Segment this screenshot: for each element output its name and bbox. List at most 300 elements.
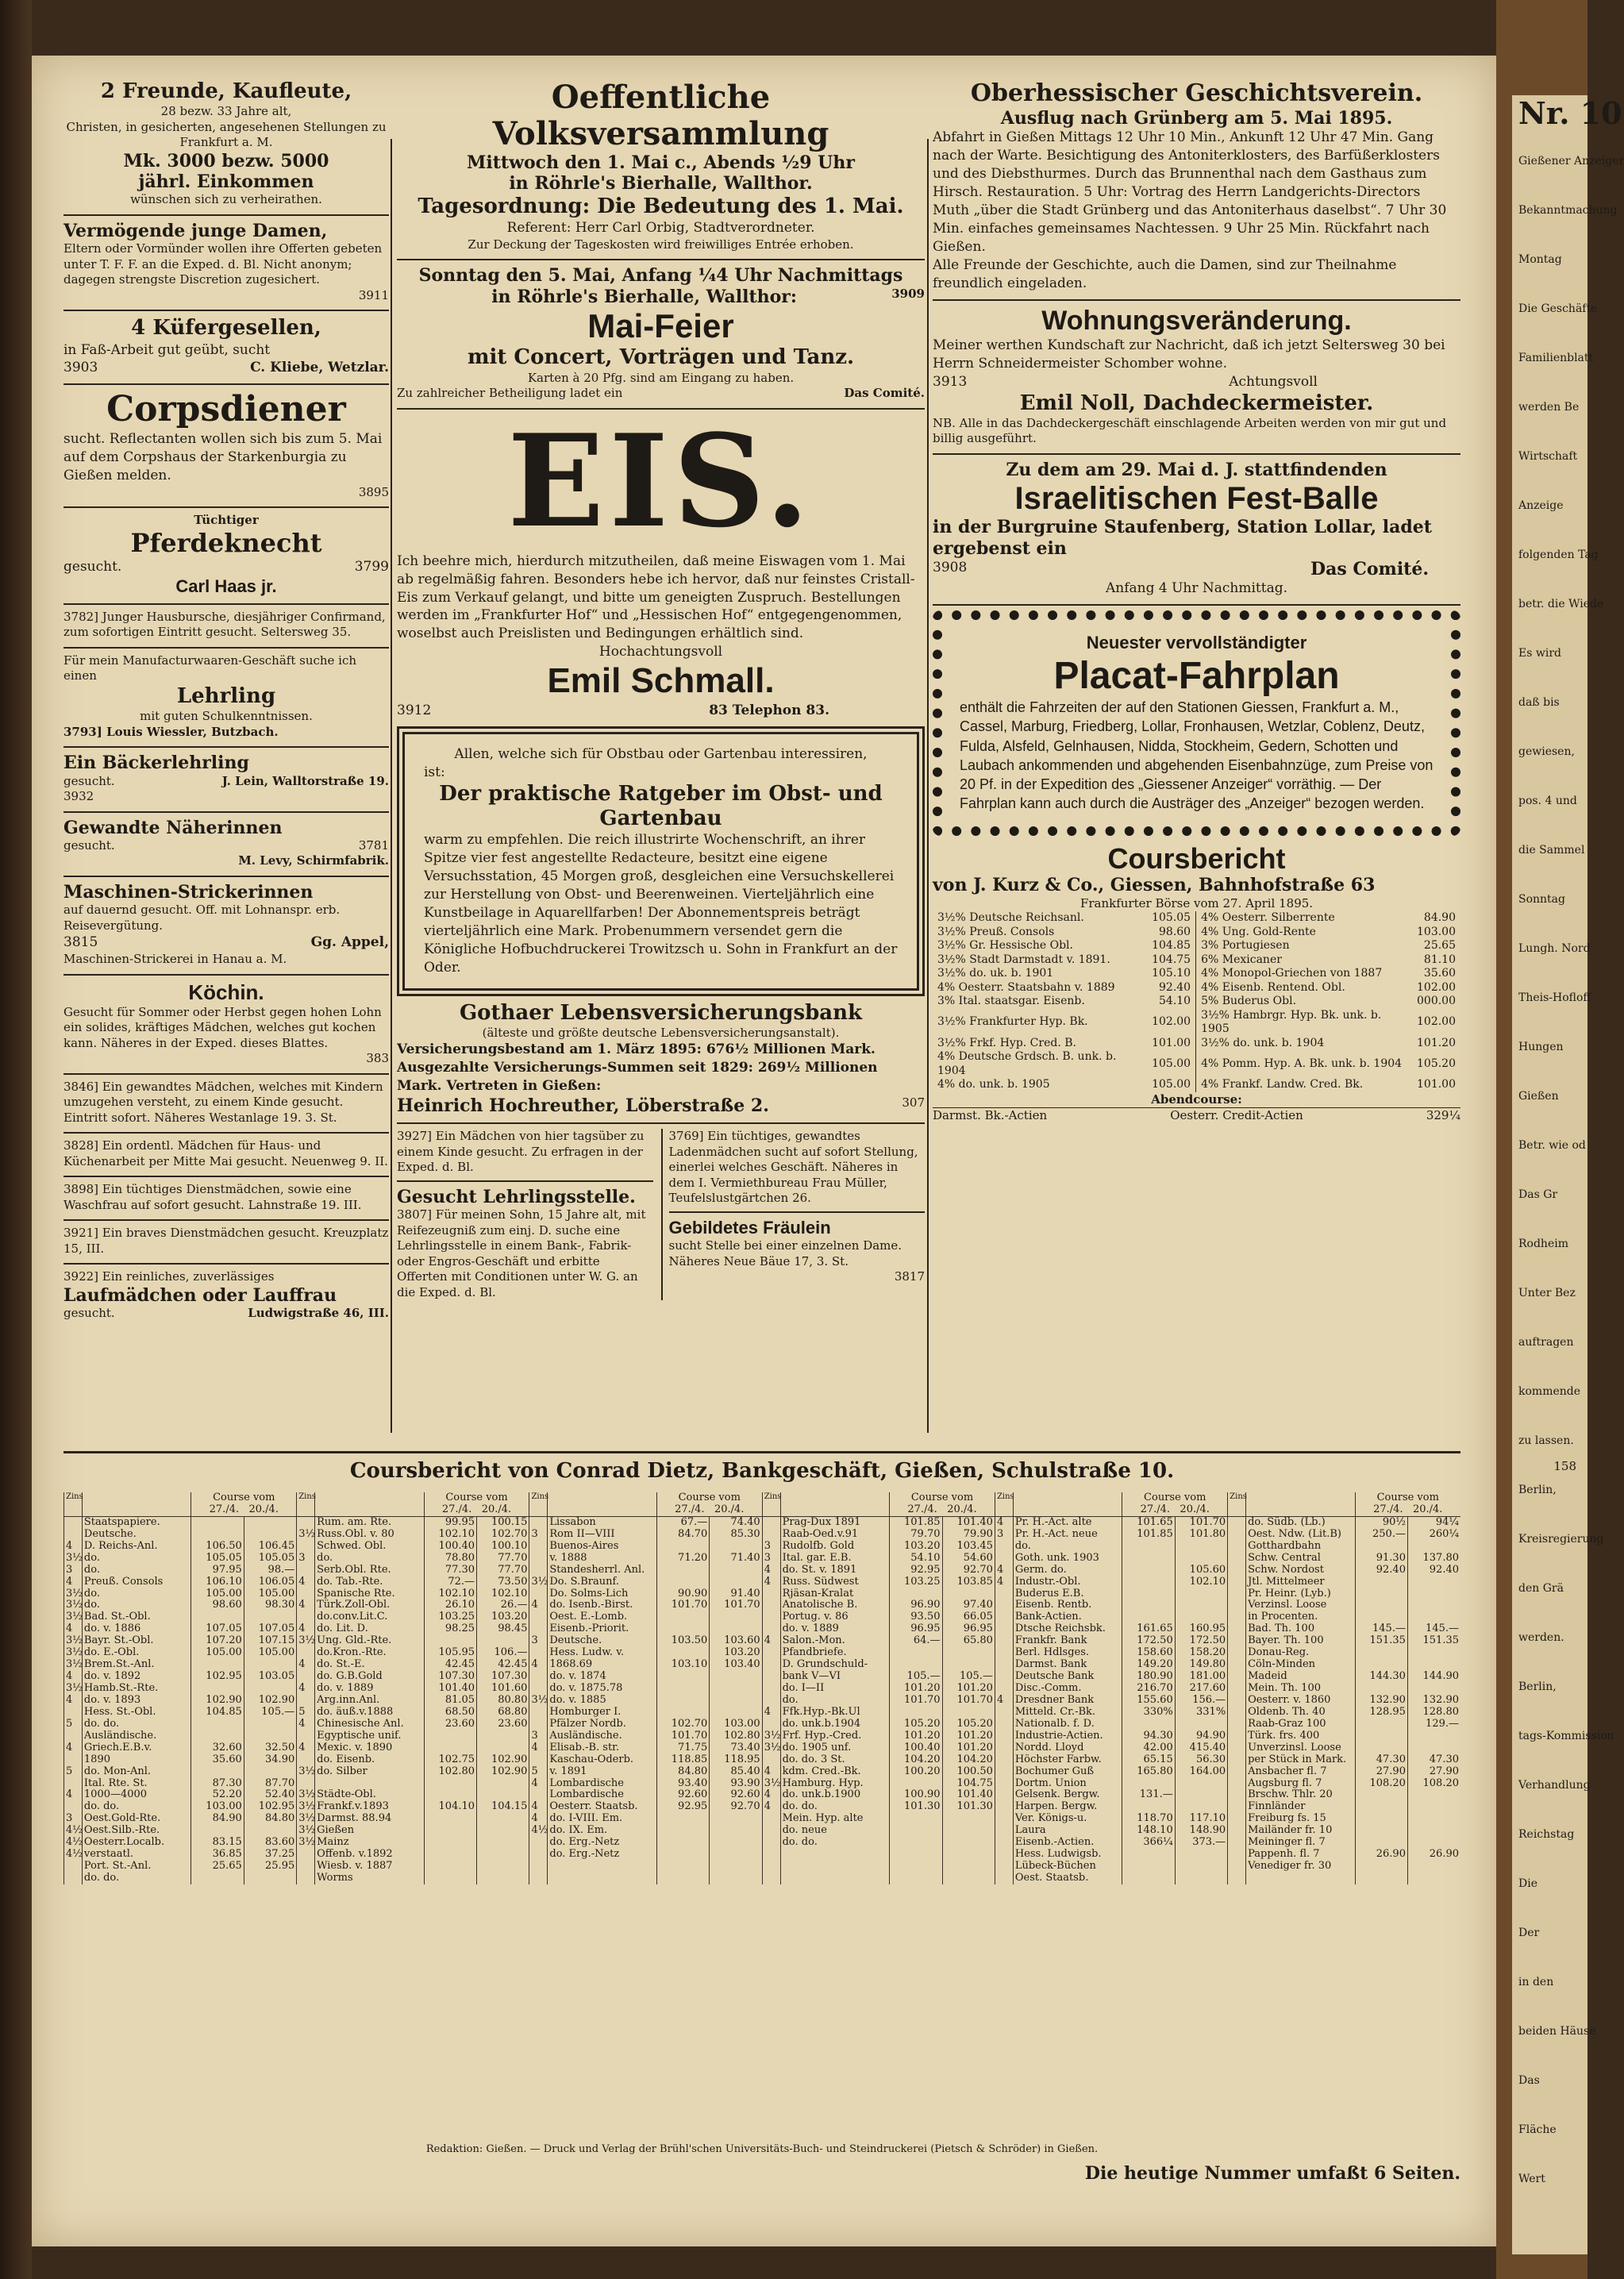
- adjacent-page-line: daß bis: [1518, 696, 1560, 709]
- adjacent-page-line: Anzeige: [1518, 499, 1564, 512]
- ad-number: 3799: [354, 558, 389, 575]
- divider: [63, 383, 389, 385]
- divider: [63, 647, 389, 649]
- table-header-course: Course vom 27./4. 20./4.: [1355, 1492, 1460, 1516]
- adjacent-page-line: Es wird: [1518, 647, 1561, 660]
- ad-text: Zur Deckung der Tageskosten wird freiwilliges Entrée erhoben.: [468, 237, 854, 252]
- divider: [397, 1180, 653, 1182]
- dietz-table-wrap: [63, 1492, 1460, 1884]
- ad-text: von J. Kurz & Co., Giessen, Bahnhofstraße 63: [933, 875, 1376, 896]
- ad-small: 3828] Ein ordentl. Mädchen für Haus- und Küchenarbeit per Mitte Mai gesucht. Neuenweg 9. II.: [63, 1138, 388, 1168]
- ad-number: 3913: [933, 373, 968, 390]
- table-cell-name: 4% Pomm. Hyp. A. Bk. unk. b. 1904: [1196, 1050, 1412, 1078]
- table-cell-name: Lissabon Rom II—VIII Buenos-Aires v. 1888 Standesherrl. Anl. Do. S.Braunf. Do. Solms-Lich do. Isenb.-Birst. Oest. E.-Lomb. Eisenb.-Priorit. Deutsche. Hess. Ludw. v. 1868.69 do. v. 1874 do. v. 1875.78 do. v. 1885 Homburger I. Pfälzer Nordb. Ausländische. Elisab.-B. str. Kaschau-Oderb. v. 1891 Lombardische Lombardische Oesterr. Staatsb. do. I-VIII. Em. do. IX. Em. do. Erg.-Netz do. Erg.-Netz: [548, 1516, 656, 1884]
- ad-text: warm zu empfehlen. Die reich illustrirte Wochenschrift, an ihrer Spitze vier fest angestellte Redacteure, besitzt eine eigene Versuchsstation, 45 Morgen groß, desgleichen eine Versuchskellerei zur Herstellung von Obst- und Beerenweinen. Vierteljährlich eine Kunstbeilage in Aquarellfarben! Der Abonnementspreis beträgt vierteljährlich eine Mark. Probenummern versendet gern die Königliche Hofbuchdruckerei Trowitzsch u. Sohn in Frankfurt an der Oder.: [424, 832, 898, 976]
- table-cell-zins: 4 3 4 4 4: [995, 1516, 1013, 1884]
- ad-text: Gesucht für Sommer oder Herbst gegen hohen Lohn ein solides, kräftiges Mädchen, welches gut kochen kann. Näheres in der Exped. dieses Blattes.: [63, 1004, 382, 1050]
- table-row: [933, 1037, 1460, 1051]
- ad-number: 3909: [891, 286, 925, 301]
- ad-number: 307: [902, 1095, 925, 1111]
- ad-text: Meiner werthen Kundschaft zur Nachricht, daß ich jetzt Seltersweg 30 bei Herrn Schneidermeister Schomber wohne.: [933, 337, 1445, 371]
- table-header-zins: Zins: [995, 1492, 1013, 1516]
- ad-text: Ich beehre mich, hierdurch mitzutheilen, daß meine Eiswagen vom 1. Mai ab regelmäßig fahren. Besonders hebe ich hervor, daß nur feinstes Cristall-Eis zum Verkauf gelangt, und bitte um geneigten Zuspruch. Bestellungen werden im „Frankfurter Hof“ und „Hessischen Hof“ entgegengenommen, woselbst auch Preislisten und Bedingungen erhältlich sind.: [397, 552, 915, 642]
- ad-heading: Gesucht Lehrlingsstelle.: [397, 1186, 636, 1207]
- divider: [669, 1211, 926, 1213]
- ad-number: 3932: [63, 789, 94, 804]
- ad-number: 3817: [894, 1269, 925, 1284]
- adjacent-page-line: Montag: [1518, 253, 1562, 266]
- ad-text: Abendcourse:: [1151, 1091, 1242, 1107]
- adjacent-page-line: Hungen: [1518, 1041, 1564, 1053]
- table-row: [933, 1078, 1460, 1092]
- table-header-course: Course vom 27./4. 20./4.: [656, 1492, 762, 1516]
- adjacent-page-line: Gießener Anzeiger: [1518, 155, 1624, 167]
- table-cell-name: 3½% Frkf. Hyp. Cred. B.: [937, 1036, 1076, 1049]
- table-row: [933, 911, 1460, 926]
- table-cell-value: 98.60: [1159, 925, 1191, 938]
- divider: [63, 1132, 389, 1134]
- ad-text: Anfang 4 Uhr Nachmittag.: [1105, 580, 1288, 597]
- ad-number: 3895: [358, 484, 389, 499]
- ad-signature: Carl Haas jr.: [175, 576, 277, 596]
- ad-text: Abfahrt in Gießen Mittags 12 Uhr 10 Min., Ankunft 12 Uhr 47 Min. Gang nach der Warte. Besichtigung des Antoniterklosters, des Barfüßerklosters und des Diebsthurmes. Durch das Brunnenthal nach dem Gasthaus zum Hirsch. Restauration. 5 Uhr: Vortrag des Herrn Landgerichts-Directors Muth „über die Stadt Grünberg und das Antoniterhaus daselbst“. 7 Uhr 30 Min. einfaches gemeinsames Nachtessen. 9 Uhr 25 Min. Rückfahrt nach Gießen.: [933, 129, 1447, 256]
- column-divider: [927, 139, 929, 1433]
- ad-heading: Oberhessischer Geschichtsverein.: [970, 79, 1423, 107]
- table-cell-b: 100.15 102.70 100.10 77.70 77.70 73.50 102.10 26.— 103.20 98.45 106.— 42.45 107.30 101.60 80.80 68.80 23.60 102.90 102.90 104.15: [477, 1516, 529, 1884]
- adjacent-page-line: Die Geschäfte: [1518, 302, 1598, 315]
- table-cell-name: Staatspapiere. Deutsche. D. Reichs-Anl. do. do. Preuß. Consols do. do. Bad. St.-Obl. do. v. 1886 Bayr. St.-Obl. do. E.-Obl. Brem.St.-Anl. do. v. 1892 Hamb.St.-Rte. do. v. 1893 Hess. St.-Obl. do. do. Ausländische. Griech.E.B.v. 1890 do. Mon-Anl. Ital. Rte. St. 1000—4000 do. do. Oest.Gold-Rte. Oest.Silb.-Rte. Oesterr.Localb. verstaatl. Port. St.-Anl. do. do.: [82, 1516, 190, 1884]
- ad-heading: 2 Freunde, Kaufleute,: [100, 79, 352, 103]
- kurz-table: [933, 911, 1460, 1092]
- ad-small: 3769] Ein tüchtiges, gewandtes Ladenmädchen sucht auf sofort Stellung, einerlei welches Geschäft. Näheres in dem I. Vermiethbureau Frau Müller, Teufelslustgärtchen 26.: [668, 1129, 918, 1206]
- ad-text: gesucht.: [63, 773, 115, 788]
- ad-heading: 4 Küfergesellen,: [131, 316, 321, 341]
- ad-small: 3927] Ein Mädchen von hier tagsüber zu einem Kinde gesucht. Zu erfragen in der Exped. d. Bl.: [397, 1129, 645, 1175]
- ad-text: in Röhrle's Bierhalle, Wallthor.: [509, 173, 813, 194]
- ad-heading: Der praktische Ratgeber im Obst- und Gartenbau: [439, 781, 883, 830]
- ad-signature: 3793] Louis Wiessler, Butzbach.: [63, 724, 279, 739]
- table-header-name: [1013, 1492, 1122, 1516]
- table-cell-zins: 4 3½ 3 4 3½ 3½ 3½ 4 3½ 3½ 3½ 4 3½ 4 5 4 5 4 3 4½ 4½ 4½: [64, 1516, 83, 1884]
- table-cell-b: 74.40 85.30 71.40 91.40 101.70 103.60 103.20 103.40 103.00 102.80 73.40 118.95 85.40 93.90 92.60 92.70: [710, 1516, 762, 1884]
- table-cell-name: 4% Oesterr. Staatsbahn v. 1889: [937, 980, 1115, 994]
- table-header-zins: Zins: [529, 1492, 548, 1516]
- table-row: [933, 981, 1460, 995]
- ad-hausbursche: 3782] Junger Hausbursche, diesjähriger Confirmand, zum sofortigen Eintritt gesucht. Seltersweg 35.: [63, 609, 386, 640]
- ad-heading: Gewandte Näherinnen: [63, 817, 283, 838]
- ad-heading: Ein Bäckerlehrling: [63, 753, 249, 774]
- table-row: [64, 1516, 1461, 1884]
- adjacent-page-line: Berlin,: [1518, 1484, 1557, 1496]
- small-ads-row: [397, 1129, 925, 1300]
- ad-text: Neuester vervollständigter: [1086, 633, 1307, 653]
- table-cell-value: 101.20: [1417, 1036, 1456, 1049]
- ad-heading: Pferdeknecht: [130, 527, 322, 558]
- column-middle: [397, 79, 925, 1300]
- table-cell-value: 25.65: [1423, 939, 1456, 953]
- table-row: [933, 926, 1460, 940]
- table-cell-name: Pr. H.-Act. alte Pr. H.-Act. neue do. Goth. unk. 1903 Germ. do. Industr.-Obl. Buderus E.B. Eisenb. Rentb. Bank-Actien. Dtsche Reichsbk. Frankfr. Bank Berl. Hdlsges. Darmst. Bank Deutsche Bank Disc.-Comm. Dresdner Bank Mitteld. Cr.-Bk. Nationalb. f. D. Industrie-Actien. Nordd. Lloyd Höchster Farbw. Bochumer Guß Dortm. Union Gelsenk. Bergw. Harpen. Bergw. Ver. Königs-u. Laura Eisenb.-Actien. Hess. Ludwigsb. Lübeck-Büchen Oest. Staatsb.: [1013, 1516, 1122, 1884]
- table-cell-value: 92.40: [1159, 980, 1191, 994]
- table-header-course: Course vom 27./4. 20./4.: [424, 1492, 529, 1516]
- adjacent-page-line: Lungh. Nord: [1518, 942, 1591, 955]
- table-cell-name: do. Südb. (Lb.) Oest. Ndw. (Lit.B) Gotthardbahn Schw. Central Schw. Nordost Jtl. Mittelmeer Pr. Heinr. (Lyb.) Verzinsl. Loose in Procenten. Bad. Th. 100 Bayer. Th. 100 Donau-Reg. Cöln-Minden Madeid Mein. Th. 100 Oesterr. v. 1860 Oldenb. Th. 40 Raab-Graz 100 Türk. frs. 400 Unverzinsl. Loose per Stück in Mark. Ansbacher fl. 7 Augsburg fl. 7 Brschw. Thlr. 20 Finnländer Freiburg fs. 15 Mailänder fr. 10 Meininger fl. 7 Pappenh. fl. 7 Venediger fr. 30: [1246, 1516, 1355, 1884]
- ad-text: (älteste und größte deutsche Lebensversicherungsanstalt).: [482, 1025, 840, 1040]
- ad-signature: Ludwigstraße 46, III.: [248, 1306, 389, 1321]
- adjacent-page: [1512, 95, 1624, 2254]
- table-cell-name: 4% Deutsche Grdsch. B. unk. b. 1904: [937, 1050, 1117, 1077]
- adjacent-page-line: Der: [1518, 1927, 1540, 1939]
- book-spine: [0, 0, 32, 2279]
- column-left: [63, 79, 389, 1328]
- ad-heading: Mai-Feier: [587, 307, 734, 345]
- ad-text: Sonntag den 5. Mai, Anfang ¼4 Uhr Nachmittags: [418, 265, 903, 287]
- table-header-course: Course vom 27./4. 20./4.: [191, 1492, 297, 1516]
- table-cell-name: 3½% do. unk. b. 1904: [1196, 1037, 1412, 1051]
- table-cell-name: 4% Monopol-Griechen von 1887: [1196, 967, 1412, 981]
- table-cell-value: 102.00: [1417, 1015, 1456, 1029]
- ad-ratgeber: [397, 726, 925, 996]
- table-header-course: Course vom 27./4. 20./4.: [890, 1492, 995, 1516]
- adjacent-page-line: Die: [1518, 1877, 1537, 1890]
- adjacent-page-title: Nr. 10: [1518, 95, 1622, 131]
- divider: [933, 299, 1460, 301]
- ad-fahrplan: [933, 610, 1460, 835]
- table-cell-name: 4% Ung. Gold-Rente: [1196, 926, 1412, 940]
- ad-text: Achtungsvoll: [1229, 373, 1318, 390]
- divider: [63, 746, 389, 748]
- ad-text: wünschen sich zu verheirathen.: [130, 192, 322, 207]
- table-cell-value: 105.00: [1152, 1057, 1191, 1070]
- adjacent-page-line: Berlin,: [1518, 1680, 1557, 1693]
- adjacent-page-line: Rodheim: [1518, 1238, 1568, 1250]
- ad-corpsdiener: [63, 390, 389, 500]
- ad-signature: Das Comité.: [844, 386, 925, 401]
- adjacent-page-line: werden Be: [1518, 401, 1580, 414]
- ad-signature: M. Levy, Schirmfabrik.: [238, 853, 389, 868]
- table-cell-a: 101.85 79.70 103.20 54.10 92.95 103.25 96.90 93.50 96.95 64.— 105.— 101.20 101.70 105.20 101.20 100.40 104.20 100.20 100.90 101.30: [890, 1516, 942, 1884]
- table-cell-name: 3½% Stadt Darmstadt v. 1891.: [937, 953, 1110, 966]
- divider: [63, 310, 389, 311]
- table-cell-name: 4% Frankf. Landw. Cred. Bk.: [1196, 1078, 1412, 1092]
- ad-heading: Laufmädchen oder Lauffrau: [63, 1284, 337, 1306]
- dietz-heading: Coursbericht von Conrad Dietz, Bankgeschäft, Gießen, Schulstraße 10.: [349, 1459, 1175, 1483]
- table-cell-b: 106.45 105.05 98.— 106.05 105.00 98.30 107.05 107.15 105.00 103.05 102.90 105.— 32.50 34.90 87.70 52.40 102.95 84.80 83.60 37.25 25.95: [244, 1516, 296, 1884]
- ad-number: 3815: [63, 934, 98, 951]
- table-header-name: [315, 1492, 424, 1516]
- table-header-zins: Zins: [1228, 1492, 1246, 1516]
- table-cell-value: 102.00: [1152, 1015, 1191, 1029]
- table-cell-b: 94¼ 260¼ 137.80 92.40 145.— 151.35 144.90 132.90 128.80 129.— 47.30 27.90 108.20 26.90: [1407, 1516, 1460, 1884]
- adjacent-page-line: pos. 4 und: [1518, 795, 1577, 807]
- adjacent-page-line: Das Gr: [1518, 1188, 1558, 1201]
- table-cell-zins: [1228, 1516, 1246, 1884]
- ad-text: Frankfurter Börse vom 27. April 1895.: [1079, 895, 1314, 910]
- ad-volksversammlung: [397, 79, 925, 252]
- adjacent-page-line: Wirtschaft: [1518, 450, 1578, 463]
- divider: [63, 876, 389, 877]
- ad-small: 3898] Ein tüchtiges Dienstmädchen, sowie eine Waschfrau auf sofort gesucht. Lahnstraße 19. III.: [63, 1182, 362, 1212]
- ad-text: gesucht.: [63, 558, 122, 575]
- table-header-zins: Zins: [64, 1492, 83, 1516]
- ad-kurz-coursbericht: [933, 842, 1460, 1124]
- table-cell-name: 4% do. unk. b. 1905: [937, 1078, 1050, 1091]
- ad-naeherinnen: [63, 818, 389, 869]
- table-cell-b: 101.40 79.90 103.45 54.60 92.70 103.85 97.40 66.05 96.95 65.80 105.— 101.20 101.70 105.20 101.20 101.20 104.20 100.50 104.75 101.40 101.30: [942, 1516, 995, 1884]
- table-cell-a: 99.95 102.10 100.40 78.80 77.30 72.— 102.10 26.10 103.25 98.25 105.95 42.45 107.30 101.40 81.05 68.50 23.60 102.75 102.80 104.10: [424, 1516, 476, 1884]
- adjacent-page-line: Unter Bez: [1518, 1287, 1576, 1299]
- ad-number: 158: [1553, 1459, 1576, 1473]
- adjacent-page-line: zu lassen.: [1518, 1434, 1574, 1447]
- table-header-name: [82, 1492, 190, 1516]
- table-cell-name: 3½% Preuß. Consols: [937, 925, 1055, 938]
- ad-text: Oesterr. Credit-Actien: [1170, 1108, 1303, 1123]
- ad-text: Christen, in gesicherten, angesehenen Stellungen zu Frankfurt a. M.: [66, 119, 387, 150]
- table-cell-name: 3% Portugiesen: [1196, 939, 1412, 953]
- ad-text: gesucht.: [63, 837, 115, 853]
- table-cell-b: 101.70 101.80 105.60 102.10 160.95 172.50 158.20 149.80 181.00 217.60 156.— 331% 94.90 415.40 56.30 164.00 117.10 148.90 373.—: [1175, 1516, 1227, 1884]
- table-cell-value: 104.85: [1152, 939, 1191, 953]
- table-row: [933, 1009, 1460, 1037]
- adjacent-page-line: betr. die Wiede: [1518, 598, 1604, 610]
- adjacent-page-line: Wert: [1518, 2173, 1545, 2185]
- ad-heading: Maschinen-Strickerinnen: [63, 881, 314, 903]
- table-cell-zins: 3 3½ 4 3 4 3½ 3 4 5 4 4 4 4½: [529, 1516, 548, 1884]
- table-header-course: Course vom 27./4. 20./4.: [1122, 1492, 1228, 1516]
- adjacent-page-line: Das: [1518, 2074, 1540, 2087]
- ad-signature: Gg. Appel,: [310, 934, 389, 951]
- ad-signature: Emil Schmall.: [547, 661, 775, 701]
- ad-text: 28 bezw. 33 Jahre alt,: [160, 104, 292, 119]
- divider: [63, 1263, 389, 1265]
- ad-pferdeknecht: [63, 513, 389, 597]
- divider: [63, 603, 389, 605]
- ad-festball: [933, 460, 1460, 599]
- table-cell-value: 000.00: [1417, 995, 1456, 1008]
- table-cell-value: 105.00: [1152, 1078, 1191, 1091]
- ad-signature: Heinrich Hochreuther, Löberstraße 2.: [397, 1095, 769, 1117]
- table-cell-value: 84.90: [1423, 911, 1456, 925]
- ad-heading: Corpsdiener: [106, 389, 346, 430]
- divider: [63, 1073, 389, 1075]
- ad-text: mit Concert, Vorträgen und Tanz.: [467, 345, 855, 370]
- table-cell-name: 3½% Frankfurter Hyp. Bk.: [937, 1015, 1088, 1029]
- table-cell-name: 3½% Hambrgr. Hyp. Bk. unk. b. 1905: [1196, 1009, 1412, 1037]
- ad-text: in Röhrle's Bierhalle, Wallthor:: [491, 286, 798, 307]
- ad-laufmaedchen: [63, 1269, 389, 1321]
- ad-text: gesucht.: [63, 1306, 115, 1321]
- table-header-name: [548, 1492, 656, 1516]
- adjacent-page-line: in den: [1518, 1976, 1554, 1988]
- ad-text: ist:: [424, 764, 445, 780]
- table-cell-name: 5% Buderus Obl.: [1196, 995, 1412, 1009]
- adjacent-page-line: auftragen: [1518, 1336, 1574, 1349]
- table-top-rule: [63, 1451, 1460, 1453]
- ad-number: 3781: [358, 837, 389, 853]
- ad-maifeier: [397, 265, 925, 401]
- divider: [397, 1122, 925, 1124]
- ad-text: auf dauernd gesucht. Off. mit Lohnanspr. erb. Reisevergütung.: [63, 903, 341, 933]
- ad-text: 83 Telephon 83.: [709, 702, 829, 718]
- ad-text: Zu zahlreicher Betheiligung ladet ein: [397, 386, 623, 401]
- table-cell-value: 54.10: [1159, 995, 1191, 1008]
- table-row: [933, 939, 1460, 953]
- adjacent-page-line: Sonntag: [1518, 893, 1565, 906]
- table-row: [933, 995, 1460, 1009]
- ad-text: sucht. Reflectanten wollen sich bis zum 5. Mai auf dem Corpshaus der Starkenburgia zu Gießen melden.: [63, 431, 383, 483]
- ad-heading: Lehrling: [176, 683, 276, 708]
- table-cell-name: 3½% Gr. Hessische Obl.: [937, 939, 1073, 953]
- divider: [63, 506, 389, 508]
- ad-number: 3903: [63, 360, 98, 376]
- ad-text: Mittwoch den 1. Mai c., Abends ½9 Uhr: [467, 152, 855, 173]
- table-cell-value: 105.05: [1152, 911, 1191, 925]
- table-row: [933, 953, 1460, 968]
- table-cell-name: 3½% do. uk. b. 1901: [937, 967, 1054, 980]
- ad-text: Für mein Manufacturwaaren-Geschäft suche ich einen: [63, 653, 357, 683]
- ad-kuefer: [63, 316, 389, 377]
- ad-text: in Faß-Arbeit gut geübt, sucht: [63, 341, 271, 358]
- ad-text: Allen, welche sich für Obstbau oder Gartenbau interessiren,: [454, 745, 868, 762]
- ad-text: NB. Alle in das Dachdeckergeschäft einschlagende Arbeiten werden von mir gut und billig ausgeführt.: [933, 415, 1447, 446]
- table-cell-a: 67.— 84.70 71.20 90.90 101.70 103.50 103.10 102.70 101.70 71.75 118.85 84.80 93.40 92.60 92.95: [656, 1516, 709, 1884]
- ad-number: 329¼: [1426, 1108, 1460, 1123]
- ad-text: Karten à 20 Pfg. sind am Eingang zu haben.: [527, 370, 795, 385]
- adjacent-page-line: Verhandlung: [1518, 1779, 1591, 1792]
- adjacent-page-line: werden.: [1518, 1631, 1564, 1644]
- table-header-name: [780, 1492, 889, 1516]
- adjacent-page-line: Fläche: [1518, 2123, 1557, 2136]
- table-header-zins: Zins: [297, 1492, 315, 1516]
- adjacent-page-line: Kreisregierung: [1518, 1533, 1604, 1546]
- adjacent-page-line: Theis-Hofloff: [1518, 991, 1591, 1004]
- adjacent-page-line: die Sammel: [1518, 844, 1585, 857]
- divider: [397, 259, 925, 260]
- ad-heading: Gebildetes Fräulein: [668, 1217, 831, 1238]
- ad-signature: Emil Noll, Dachdeckermeister.: [1019, 391, 1374, 415]
- adjacent-page-line: gewiesen,: [1518, 745, 1575, 758]
- table-cell-value: 81.10: [1423, 953, 1456, 966]
- ad-text: Tagesordnung: Die Bedeutung des 1. Mai.: [418, 194, 904, 218]
- ad-text: enthält die Fahrzeiten der auf den Stationen Giessen, Frankfurt a. M., Cassel, Marburg, Friedberg, Lollar, Fronhausen, Wetzlar, Coblenz, Deutz, Fulda, Alsfeld, Gelnhausen, Nidda, Stockheim, Gedern, Schotten und Laubach ankommenden und abgehenden Eisenbahnzüge, zum Preise von 20 Pf. in der Expedition des „Giessener Anzeiger“ vorräthig. — Der Fahrplan kann auch durch die Austräger des „Anzeiger“ bezogen werden.: [960, 699, 1434, 812]
- table-cell-value: 104.75: [1152, 953, 1191, 966]
- ad-signature: J. Lein, Walltorstraße 19.: [221, 773, 389, 788]
- ad-text: Alle Freunde der Geschichte, auch die Damen, sind zur Theilnahme freundlich eingeladen.: [933, 256, 1397, 291]
- ad-lehrling: [63, 653, 389, 740]
- ad-text: Eltern oder Vormünder wollen ihre Offerten gebeten unter T. F. F. an die Exped. d. Bl. Nicht anonym; dagegen strengste Discretion zugesichert.: [63, 241, 383, 287]
- ad-text: Darmst. Bk.-Actien: [933, 1108, 1048, 1123]
- ad-heading: Oeffentliche Volksversammlung: [492, 79, 829, 152]
- ad-number: 3908: [933, 560, 968, 576]
- table-cell-value: 35.60: [1423, 967, 1456, 980]
- table-row: [933, 1050, 1460, 1078]
- ad-number: 3912: [397, 702, 432, 718]
- ad-text: Hochachtungsvoll: [598, 644, 723, 660]
- divider: [933, 604, 1460, 606]
- table-cell-a: 106.50 105.05 97.95 106.10 105.00 98.60 107.05 107.20 105.00 102.95 102.90 104.85 32.60 35.60 87.30 52.20 103.00 84.90 83.15 36.85 25.65: [191, 1516, 244, 1884]
- ad-signature: Das Comité.: [1310, 559, 1429, 580]
- divider: [933, 453, 1460, 455]
- ad-heading: Coursbericht: [1107, 841, 1286, 875]
- divider: [63, 811, 389, 813]
- ad-gotha: [397, 1001, 925, 1117]
- adjacent-page-line: beiden Häuse: [1518, 2025, 1596, 2038]
- table-cell-name: 4% Oesterr. Silberrente: [1196, 911, 1412, 926]
- divider: [63, 1176, 389, 1177]
- ad-small: 3921] Ein braves Dienstmädchen gesucht. Kreuzplatz 15, III.: [63, 1226, 389, 1256]
- ad-eis: [397, 406, 925, 720]
- ad-number: 3911: [358, 287, 389, 302]
- adjacent-page-line: den Grä: [1518, 1582, 1564, 1595]
- ad-heading: Gothaer Lebensversicherungsbank: [459, 1000, 863, 1025]
- footer-pagecount: Die heutige Nummer umfaßt 6 Seiten.: [1084, 2163, 1460, 2184]
- adjacent-page-line: tags-Kommission: [1518, 1730, 1614, 1742]
- table-cell-zins: 3½ 3 4 4 4 3½ 4 4 5 4 4 3½ 3½ 3½ 3½ 3½ 3½: [297, 1516, 315, 1884]
- ad-heading: Vermögende junge Damen,: [63, 220, 328, 241]
- ad-text: Referent: Herr Carl Orbig, Stadtverordneter.: [506, 219, 815, 236]
- adjacent-page-line: Betr. wie od: [1518, 1139, 1586, 1152]
- ad-text: 3922] Ein reinliches, zuverlässiges: [63, 1269, 275, 1284]
- ad-number: 383: [366, 1051, 389, 1066]
- ad-strickerinnen: [63, 882, 389, 968]
- ad-text: jährl. Einkommen: [138, 171, 314, 193]
- ad-text: Tüchtiger: [194, 513, 259, 528]
- ad-text: mit guten Schulkenntnissen.: [140, 709, 313, 724]
- table-cell-value: 105.20: [1417, 1057, 1456, 1070]
- ad-heading: EIS.: [507, 406, 814, 556]
- ad-wohnung: [933, 306, 1460, 447]
- divider: [63, 974, 389, 976]
- ad-geschichtsverein: [933, 79, 1460, 293]
- adjacent-page-line: Familienblatt: [1518, 352, 1594, 364]
- table-cell-name: 6% Mexicaner: [1196, 953, 1412, 968]
- table-cell-value: 102.00: [1417, 980, 1456, 994]
- ad-baecker: [63, 753, 389, 804]
- ad-koechin: [63, 980, 389, 1067]
- table-cell-a: 101.65 101.85 161.65 172.50 158.60 149.20 180.90 216.70 155.60 330% 94.30 42.00 65.15 165.80 131.— 118.70 148.10 366¼: [1122, 1516, 1175, 1884]
- table-cell-name: 3½% Deutsche Reichsanl.: [937, 911, 1084, 925]
- table-cell-name: 3% Ital. staatsgar. Eisenb.: [937, 995, 1085, 1008]
- table-cell-value: 101.00: [1417, 1078, 1456, 1091]
- table-cell-zins: 3 3 4 4 4 4 3½ 3½ 4 3½ 4 4: [762, 1516, 780, 1884]
- ad-text: sucht Stelle bei einer einzelnen Dame. Näheres Neue Bäue 17, 3. St.: [668, 1238, 902, 1268]
- table-cell-value: 105.10: [1152, 967, 1191, 980]
- ad-heading: Wohnungsveränderung.: [1041, 305, 1352, 336]
- table-cell-a: 90½ 250.— 91.30 92.40 145.— 151.35 144.30 132.90 128.95 47.30 27.90 108.20 26.90: [1355, 1516, 1407, 1884]
- table-cell-name: 4% Eisenb. Rentend. Obl.: [1196, 981, 1412, 995]
- ad-small: 3846] Ein gewandtes Mädchen, welches mit Kindern umzugehen versteht, zu einem Kinde gesucht. Eintritt sofort. Näheres Westanlage 19. 3. St.: [63, 1079, 383, 1125]
- ad-text: Zu dem am 29. Mai d. J. stattfindenden: [1006, 459, 1387, 480]
- ad-heading: Placat-Fahrplan: [1053, 654, 1340, 697]
- adjacent-page-line: Gießen: [1518, 1090, 1559, 1103]
- ad-text: 3807] Für meinen Sohn, 15 Jahre alt, mit Reifezeugniß zum einj. D. suche eine Lehrlingsstelle in einem Bank-, Fabrik- oder Engros-Geschäft und erbitte Offerten mit Conditionen unter W. G. an die Exped. d. Bl.: [397, 1207, 646, 1299]
- adjacent-page-line: folgenden Tag: [1518, 549, 1599, 561]
- adjacent-page-line: Bekanntmachung: [1518, 204, 1618, 217]
- column-divider: [391, 139, 392, 1433]
- footer-imprint: Redaktion: Gießen. — Druck und Verlag der Brühl'schen Universitäts-Buch- und Steindruckerei (Pietsch & Schröder) in Gießen.: [425, 2143, 1099, 2155]
- column-right: [933, 79, 1460, 1130]
- dietz-table: [63, 1492, 1460, 1884]
- ad-heading: Israelitischen Fest-Balle: [1014, 481, 1379, 517]
- ad-text: Ausflug nach Grünberg am 5. Mai 1895.: [1000, 108, 1393, 129]
- ad-signature: C. Kliebe, Wetzlar.: [250, 360, 389, 376]
- ad-text: Mk. 3000 bezw. 5000: [123, 150, 329, 171]
- ad-damen: [63, 221, 389, 303]
- ad-heading: Köchin.: [188, 980, 264, 1004]
- ad-text: in der Burgruine Staufenberg, Station Lollar, ladet ergebenst ein: [933, 517, 1432, 559]
- divider: [63, 1219, 389, 1221]
- table-header-name: [1246, 1492, 1355, 1516]
